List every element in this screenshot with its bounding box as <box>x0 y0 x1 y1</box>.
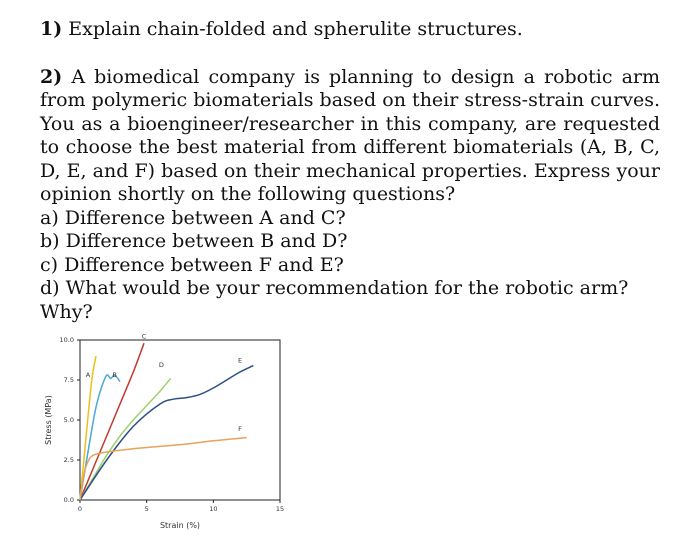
question-2-part-b: b) Difference between B and D? <box>40 230 348 252</box>
stress-strain-chart <box>30 328 300 538</box>
x-tick-label: 5 <box>144 505 149 513</box>
series-label-f: F <box>238 425 242 434</box>
stress-strain-chart-svg <box>30 328 300 538</box>
question-document <box>40 12 660 324</box>
question-1-number: 1) <box>40 18 63 40</box>
plot-frame <box>80 340 280 500</box>
y-axis-label: Stress (MPa) <box>44 395 53 445</box>
x-axis-label: Strain (%) <box>159 521 201 530</box>
series-line-c <box>80 343 144 500</box>
x-tick-label: 0 <box>77 505 83 513</box>
series-line-f <box>80 438 247 500</box>
series-label-c: C <box>141 332 147 341</box>
y-tick-label: 0.0 <box>63 496 74 505</box>
series-label-d: D <box>158 361 164 370</box>
series-line-d <box>80 378 171 500</box>
question-2 <box>40 66 660 207</box>
question-2-parts <box>40 207 660 325</box>
question-2-part-d: d) What would be your recommendation for the robotic arm? Why? <box>40 277 629 323</box>
series-label-e: E <box>237 356 243 365</box>
question-2-part-a: a) Difference between A and C? <box>40 206 346 229</box>
y-tick-label: 5.0 <box>63 416 74 425</box>
question-2-number: 2) <box>40 65 63 88</box>
y-tick-label: 7.5 <box>63 376 74 385</box>
x-tick-label: 15 <box>275 505 285 513</box>
y-tick-label: 2.5 <box>63 456 74 465</box>
question-2-part-c: c) Difference between F and E? <box>40 253 344 276</box>
question-1-text: Explain chain-folded and spherulite structures. <box>68 18 523 40</box>
series-label-b: B <box>112 370 117 379</box>
question-2-text: A biomedical company is planning to design a robotic arm from polymeric biomaterials based on their stress-strain curves. You as a bioengineer/researcher in this company, are requested to choose the best material from different biomaterials (A, B, C, D, E, and F) based on their mechanical properties. Express your opinion shortly on the following questions? <box>40 65 661 205</box>
series-line-e <box>80 366 253 500</box>
question-1 <box>40 18 660 42</box>
x-tick-label: 10 <box>209 505 218 513</box>
series-label-a: A <box>85 370 91 379</box>
y-tick-label: 10.0 <box>59 336 74 345</box>
